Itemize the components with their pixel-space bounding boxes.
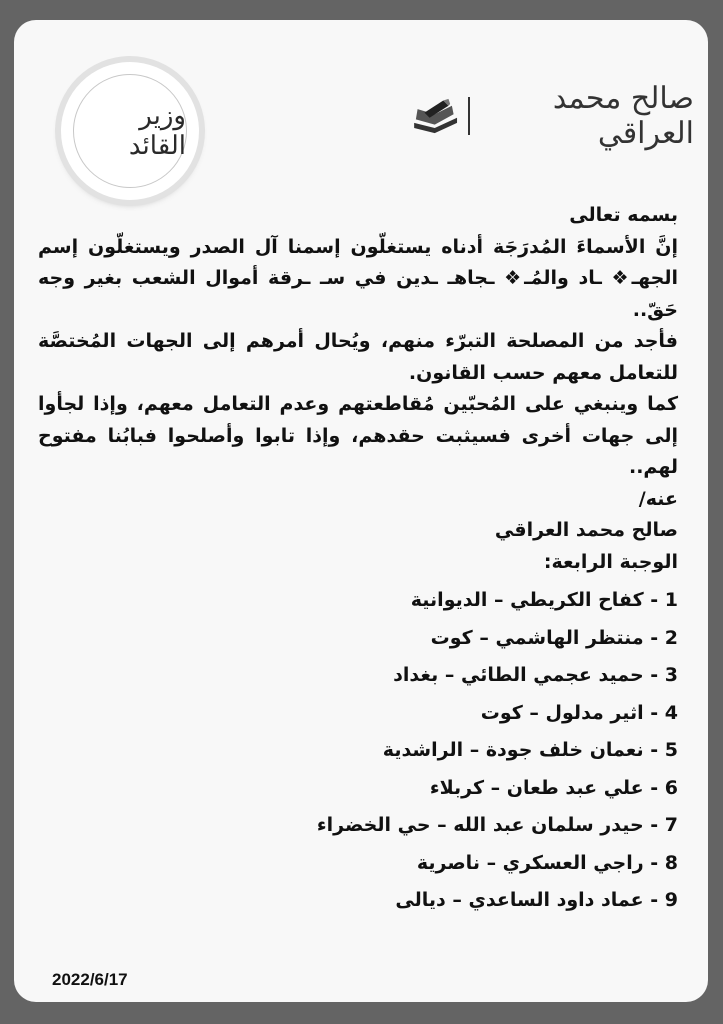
document-date: 2022/6/17 — [52, 970, 128, 989]
list-item: 3 - حميد عجمي الطائي – بغداد — [393, 664, 678, 686]
list-item: 9 - عماد داود الساعدي – ديالى — [395, 889, 678, 911]
letter-body — [38, 200, 678, 920]
signature-name: صالح محمد العراقي — [494, 519, 678, 541]
paragraph-1: إنَّ الأسماءَ المُدرَجَة أدناه يستغلّون إسمنا آل الصدر ويستغلّون إسم الجهـ❖ ـاد والمُـ❖ ـجاهـ ـدين في سـ ـرقة أموال الشعب بغير وجه حَقّ.. — [38, 235, 678, 321]
list-item: 6 - علي عبد طعان – كربلاء — [429, 776, 678, 799]
letterhead-logo — [409, 81, 694, 151]
signature-prefix: عنه/ — [638, 487, 678, 510]
letterhead-name: صالح محمد العراقي — [552, 81, 694, 151]
list-item: 1 - كفاح الكريطي – الديوانية — [410, 589, 678, 611]
seal-text: وزير القائد — [73, 74, 187, 188]
names-list — [38, 582, 678, 920]
greeting: بسمه تعالى — [569, 204, 678, 226]
logo-divider — [468, 97, 470, 135]
list-item: 2 - منتظر الهاشمي – كوت — [430, 626, 678, 649]
list-item: 7 - حيدر سلمان عبد الله – حي الخضراء — [316, 814, 678, 836]
book-pen-icon — [409, 94, 460, 138]
list-title: الوجبة الرابعة: — [543, 550, 678, 573]
list-item: 4 - اثير مدلول – كوت — [480, 701, 678, 724]
list-item: 5 - نعمان خلف جودة – الراشدية — [382, 739, 678, 761]
paragraph-2: فأجد من المصلحة التبرّء منهم، ويُحال أمرهم إلى الجهات المُختصَّة للتعامل معهم حسب القانون. — [38, 330, 678, 384]
list-item: 8 - راجي العسكري – ناصرية — [416, 851, 678, 874]
seal-stamp — [61, 62, 199, 200]
document-card — [14, 20, 708, 1002]
paragraph-3: كما وينبغي على المُحبّين مُقاطعتهم وعدم التعامل معهم، وإذا لجأوا إلى جهات أخرى فسيثبت حقدهم، وإذا تابوا وأصلحوا فبابُنا مفتوح لهم.. — [38, 393, 678, 478]
